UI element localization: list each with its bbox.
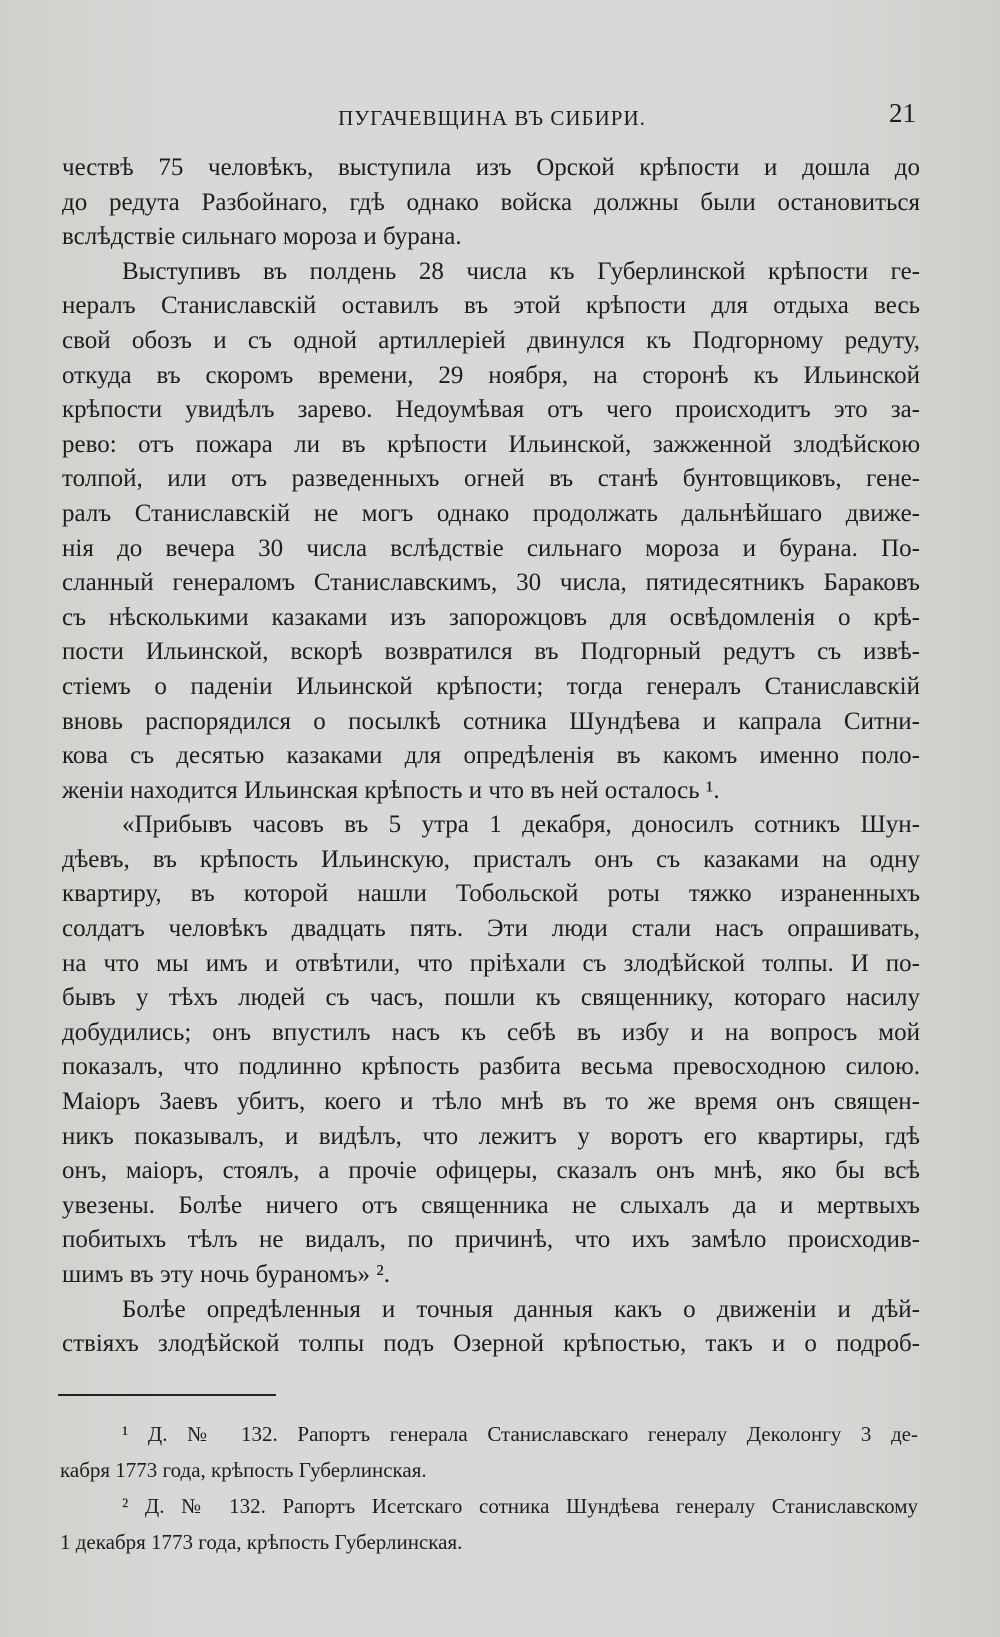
text-line: шимъ въ эту ночь бураномъ» ². — [62, 1261, 391, 1288]
text-line: никъ показывалъ, и видѣлъ, что лежитъ у воротъ его квартиры, гдѣ — [62, 1122, 920, 1150]
text-line: онъ, маіоръ, стоялъ, а прочіе офицеры, сказалъ онъ мнѣ, яко бы всѣ — [62, 1157, 920, 1185]
footnote-line: 1 декабря 1773 года, крѣпость Губерлинская. — [60, 1530, 463, 1554]
footnote-line: ¹ Д. № 132. Рапортъ генерала Станиславскаго генералу Деколонгу 3 де- — [122, 1422, 918, 1446]
text-line: сланный генераломъ Станиславскимъ, 30 числа, пятидесятникъ Бараковъ — [62, 569, 920, 597]
text-line: откуда въ скоромъ времени, 29 ноября, на сторонѣ къ Ильинской — [62, 361, 920, 389]
text-line: дѣевъ, въ крѣпость Ильинскую, присталъ онъ съ казаками на одну — [62, 845, 920, 873]
footnote-line: кабря 1773 года, крѣпость Губерлинская. — [60, 1458, 427, 1482]
text-line: свой обозъ и съ одной артиллеріей двинулся къ Подгорному редуту, — [62, 326, 920, 354]
text-line: солдатъ человѣкъ двадцать пять. Эти люди стали насъ опрашивать, — [62, 915, 920, 943]
text-line: женіи находится Ильинская крѣпость и что въ ней осталось ¹. — [62, 776, 720, 804]
text-line: нералъ Станиславскій оставилъ въ этой крѣпости для отдыха весь — [62, 292, 920, 320]
text-line: Выступивъ въ полдень 28 числа къ Губерлинской крѣпости ге- — [122, 257, 920, 285]
footnotes — [60, 1416, 918, 1560]
text-line: Болѣе опредѣленныя и точныя данныя какъ о движеніи и дѣй- — [122, 1295, 920, 1323]
footnote-line: ² Д. № 132. Рапортъ Исетскаго сотника Шундѣева генералу Станиславскому — [122, 1494, 918, 1518]
text-line: толпой, или отъ разведенныхъ огней въ станѣ бунтовщиковъ, гене- — [62, 465, 920, 493]
text-line: ралъ Станиславскій не могъ однако продолжать дальнѣйшаго движе- — [62, 499, 920, 527]
text-line: чествѣ 75 человѣкъ, выступила изъ Орской крѣпости и дошла до — [62, 154, 920, 181]
text-line: стіемъ о паденіи Ильинской крѣпости; тогда генералъ Станиславскій — [62, 672, 920, 700]
text-line: Маіоръ Заевъ убитъ, коего и тѣло мнѣ въ то же время онъ священ- — [62, 1088, 920, 1116]
text-line: побитыхъ тѣлъ не видалъ, по причинѣ, что ихъ замѣло происходив- — [62, 1226, 920, 1254]
text-line: нія до вечера 30 числа вслѣдствіе сильнаго мороза и бурана. По- — [62, 534, 920, 562]
text-line: рево: отъ пожара ли въ крѣпости Ильинской, зажженной злодѣйскою — [62, 430, 920, 458]
text-line: до редута Разбойнаго, гдѣ однако войска должны были остановиться — [62, 188, 920, 216]
text-line: вслѣдствіе сильнаго мороза и бурана. — [62, 223, 462, 251]
text-line: квартиру, въ которой нашли Тобольской роты тяжко израненныхъ — [62, 880, 920, 908]
text-line: съ нѣсколькими казаками изъ запорожцовъ для освѣдомленія о крѣ- — [62, 603, 920, 631]
text-line: показалъ, что подлинно крѣпость разбита весьма превосходною силою. — [62, 1053, 920, 1081]
text-line: увезены. Болѣе ничего отъ священника не слыхалъ да и мертвыхъ — [62, 1191, 920, 1219]
running-title: ПУГАЧЕВЩИНА ВЪ СИБИРИ. — [338, 106, 646, 130]
text-line: на что мы имъ и отвѣтили, что пріѣхали съ злодѣйской толпы. И по- — [62, 949, 920, 977]
text-line: бывъ у тѣхъ людей съ часъ, пошли къ священнику, котораго насилу — [62, 984, 920, 1012]
text-line: кова съ десятью казаками для опредѣленія въ какомъ именно поло- — [62, 742, 920, 770]
body-text — [62, 151, 920, 1362]
text-line: добудились; онъ впустилъ насъ къ себѣ въ избу и на вопросъ мой — [62, 1018, 920, 1046]
text-line: пости Ильинской, вскорѣ возвратился въ Подгорный редутъ съ извѣ- — [62, 638, 920, 666]
text-line: вновь распорядился о посылкѣ сотника Шундѣева и капрала Ситни- — [62, 707, 920, 735]
text-line: крѣпости увидѣлъ зарево. Недоумѣвая отъ чего происходитъ это за- — [62, 396, 920, 424]
text-line: «Прибывъ часовъ въ 5 утра 1 декабря, доносилъ сотникъ Шун- — [122, 811, 920, 839]
text-line: ствіяхъ злодѣйской толпы подъ Озерной крѣпостью, такъ и о подроб- — [62, 1330, 920, 1358]
footnote-divider — [58, 1394, 276, 1396]
page-number: 21 — [889, 98, 916, 128]
running-head — [62, 98, 922, 138]
